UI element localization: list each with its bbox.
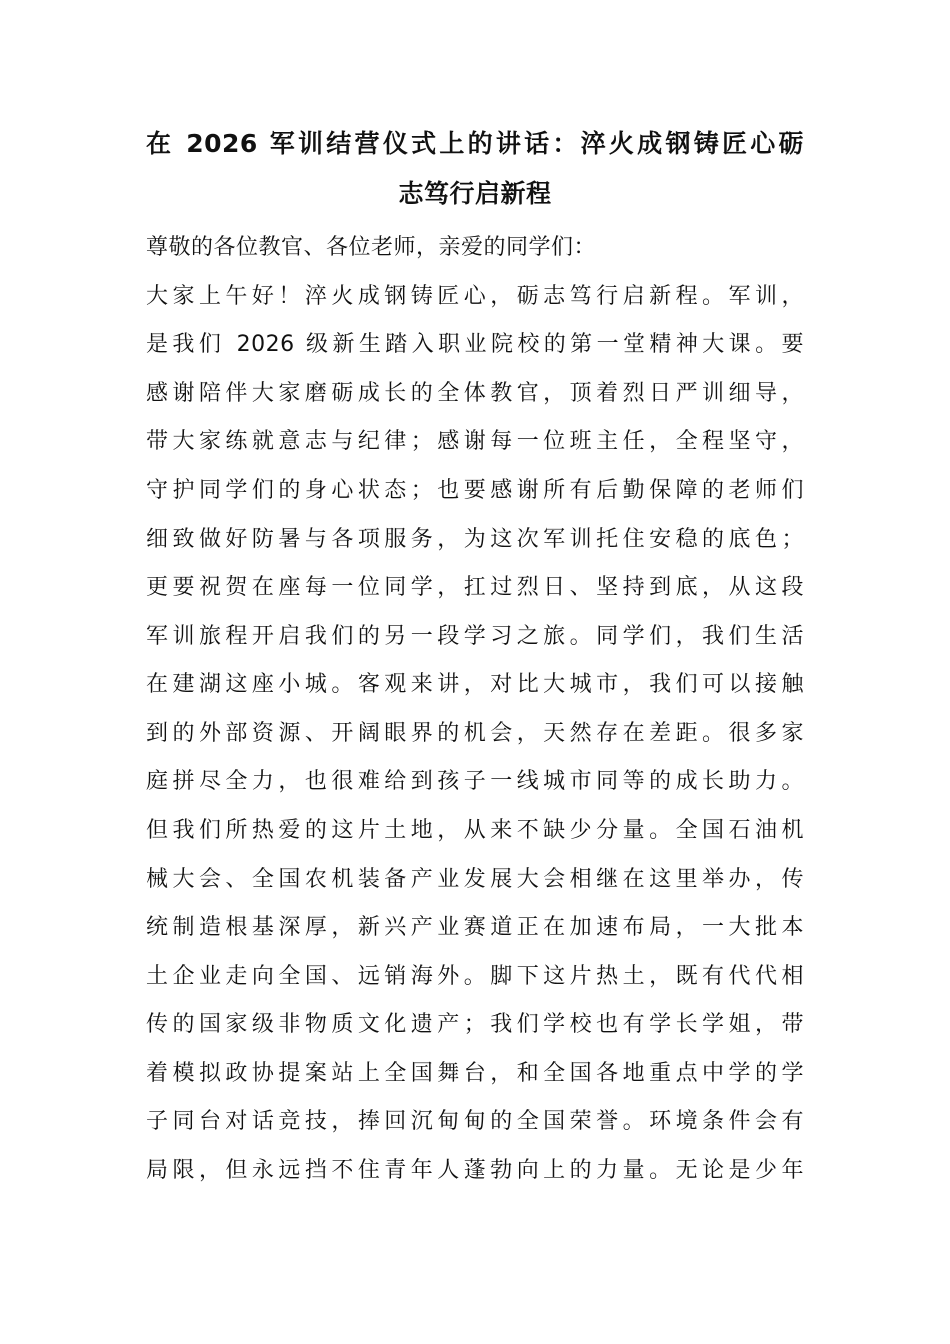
body-line-18: 子同台对话竞技，捧回沉甸甸的全国荣誉。环境条件会有 [146,1109,804,1134]
body-line-17: 着模拟政协提案站上全国舞台，和全国各地重点中学的学 [146,1061,804,1086]
body-line-6: 细致做好防暑与各项服务，为这次军训托住安稳的底色； [146,527,804,552]
body-line-3: 感谢陪伴大家磨砺成长的全体教官，顶着烈日严训细导， [146,381,804,406]
body-line-1: 大家上午好！淬火成钢铸匠心，砺志笃行启新程。军训， [146,284,804,309]
body-line-13: 械大会、全国农机装备产业发展大会相继在这里举办，传 [146,867,804,892]
body-line-10: 到的外部资源、开阔眼界的机会，天然存在差距。很多家 [146,721,804,746]
body-line-2: 是我们 2026 级新生踏入职业院校的第一堂精神大课。要 [146,332,804,357]
body-line-9: 在建湖这座小城。客观来讲，对比大城市，我们可以接触 [146,672,804,697]
greeting-line: 尊敬的各位教官、各位老师，亲爱的同学们： [146,235,597,260]
body-line-12: 但我们所热爱的这片土地，从来不缺少分量。全国石油机 [146,818,804,843]
body-line-16: 传的国家级非物质文化遗产；我们学校也有学长学姐，带 [146,1012,804,1037]
document-title-line-1: 在 2026 军训结营仪式上的讲话：淬火成钢铸匠心砺 [146,129,804,158]
body-line-5: 守护同学们的身心状态；也要感谢所有后勤保障的老师们 [146,478,804,503]
body-line-15: 土企业走向全国、远销海外。脚下这片热土，既有代代相 [146,964,804,989]
body-line-14: 统制造根基深厚，新兴产业赛道正在加速布局，一大批本 [146,915,804,940]
body-line-8: 军训旅程开启我们的另一段学习之旅。同学们，我们生活 [146,624,804,649]
document-title-line-2: 志笃行启新程 [398,179,552,208]
body-line-7: 更要祝贺在座每一位同学，扛过烈日、坚持到底，从这段 [146,575,804,600]
body-line-11: 庭拼尽全力，也很难给到孩子一线城市同等的成长助力。 [146,769,804,794]
body-line-19: 局限，但永远挡不住青年人蓬勃向上的力量。无论是少年 [146,1158,804,1183]
body-line-4: 带大家练就意志与纪律；感谢每一位班主任，全程坚守， [146,429,804,454]
